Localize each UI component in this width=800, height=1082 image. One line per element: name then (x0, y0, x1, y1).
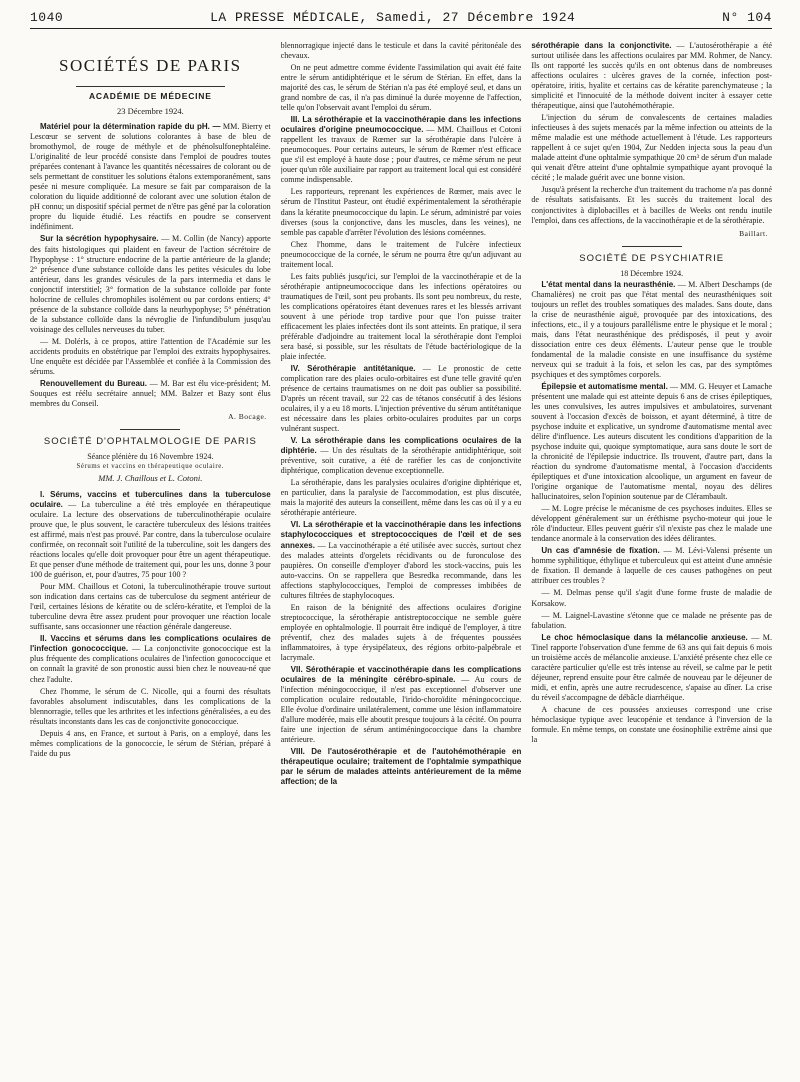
paragraph-lead: Renouvellement du Bureau. (40, 378, 148, 388)
paragraph-lead: VIII. De l'autosérothérapie et de l'autohémothérapie en thérapeutique oculaire; traitement de l'ophtalmie sympathique par le sérum de malades atteints antérieurement de la même affection; de la (280, 747, 522, 787)
paragraph-lead: IV. Sérothérapie antitétanique. (290, 363, 416, 373)
society-heading: SOCIÉTÉ D'OPHTALMOLOGIE DE PARIS (43, 436, 257, 448)
paragraph: blennorragique injecté dans le testicule et dans la cavité péritonéale des chevaux. (280, 41, 522, 61)
academy-heading: ACADÉMIE DE MÉDECINE (88, 91, 212, 102)
paragraph-text: — M. Albert Deschamps (de Chamalières) ne croit pas que l'état mental des neurasthéniques soit toujours un reflet des troubles somatiques des malades. Sans doute, dans la crise de neurasthénie aiguë, provoquée par des intoxications, des infections, etc., il y a toujours parallélisme entre le physique et le moral ; mais, dans l'état neurasthénique des prédisposés, il peut y avoir dissociation entre ces deux éléments. L'auteur pense que le trouble fondamental de la maladie consiste en une insuffisance du système nerveux qui se traduit à la fois, et selon les cas, par des symptômes psychiques et des symptômes corporels. (531, 279, 773, 379)
society-heading: SOCIÉTÉ DE PSYCHIATRIE (579, 252, 725, 264)
society-date: Séance plénière du 16 Novembre 1924. (87, 452, 214, 462)
paragraph-lead: III. La sérothérapie et la vaccinothérapie dans les infections oculaires d'origine pneumococcique. (280, 115, 522, 135)
paragraph (30, 490, 271, 580)
paragraph-lead: I. Sérums, vaccins et tuberculines dans la tuberculose oculaire. (30, 489, 271, 509)
divider (76, 86, 225, 87)
paragraph (531, 41, 772, 111)
page-number: 1040 (30, 10, 64, 25)
paragraph: — M. Delmas pense qu'il s'agit d'une forme fruste de maladie de Korsakow. (531, 588, 773, 608)
paragraph: — M. Logre précise le mécanisme de ces psychoses induites. Elles se développent généralement sur un éréthisme psycho-moteur qui joue le rôle d'inducteur. Elles peuvent guérir s'il n'existe pas chez le malade une tendance anormale à la conservation des idées délirantes. (531, 504, 773, 544)
society-date: 18 Décembre 1924. (620, 268, 684, 278)
paragraph-text: — La conjonctivite gonococcique est la plus fréquente des complications oculaires de l'infection gonococcique et on connaît la gravité de son pronostic aussi bien chez le nouveau-né que chez l'adulte. (30, 644, 271, 684)
paragraph-lead: VI. La sérothérapie et la vaccinothérapie dans les infections staphylococciques et streptococciques de l'œil et de ses annexes. (280, 520, 522, 550)
paragraph-lead: VII. Sérothérapie et vaccinothérapie dans les complications oculaires de la méningite cérébro-spinale. (280, 664, 522, 684)
section-title: SOCIÉTÉS DE PARIS (59, 56, 242, 75)
paragraph-lead: V. La sérothérapie dans les complications oculaires de la diphtérie. (280, 436, 522, 456)
paragraph (30, 634, 271, 684)
paragraph-lead: Un cas d'amnésie de fixation. (541, 546, 660, 556)
paragraph (531, 280, 772, 380)
columns (30, 41, 772, 1082)
paragraph-text: — M. Bar est élu vice-président; M. Souques est réélu secrétaire annuel; MM. Balzer et Bazy sont élus membres du Conseil. (30, 378, 271, 408)
journal-title: LA PRESSE MÉDICALE, Samedi, 27 Décembre 1924 (210, 10, 576, 25)
column-1 (30, 41, 271, 1082)
paragraph (30, 234, 271, 334)
paragraph-lead: sérothérapie dans la conjonctivite. (531, 41, 672, 50)
paragraph-text: — MM. Chaillous et Cotoni rappellent les travaux de Rœmer sur la sérothérapie dans l'ulcère à pneumocoques. Pour certains auteurs, le sérum de Rœmer n'est efficace que s'il est employé à haute dose ; pour d'autres, ce même sérum ne peut jouer qu'un rôle auxiliaire par rapport au traitement local qui est considéré comme indispensable. (280, 125, 522, 185)
paragraph: En raison de la bénignité des affections oculaires d'origine streptococcique, la sérothérapie antistreptococcique ne semble guère employée en ophtalmologie. Il pourrait être indiqué de l'employer, à titre préventif, chez des malades sujets à de fréquentes poussées inflammatoires, à type érysipélateux, des régions orbito-palpébrale et lacrymale. (280, 602, 522, 662)
session-topic: Sérums et vaccins en thérapeutique oculaire. (76, 462, 225, 470)
paragraph: La sérothérapie, dans les paralysies oculaires d'origine diphtérique et, en particulier, dans la paralysie de l'accommodation, est plus discutée, mais la majorité des auteurs la conseillent, même dans les cas où il y a eu sérothérapie antérieure. (280, 478, 522, 518)
paragraph-lead: Matériel pour la détermination rapide du pH. — (40, 122, 221, 132)
divider (622, 246, 682, 247)
paragraph: Les faits publiés jusqu'ici, sur l'emploi de la vaccinothérapie et de la sérothérapie antipneumococcique dans les infections opératoires ou traumatiques de l'œil, sont peu probants. Ils sont peu nombreux, du reste, les complications opératoires étant devenues rares et les blessés arrivant souvent à une période trop tardive pour que l'on puisse traiter efficacement les plaies infectées dont ils sont atteints. En pratique, il sera préférable d'adjoindre au traitement local la sérothérapie dont l'emploi sera basé, si possible, sur les résultats de l'étude bactériologique de la plaie infectée. (280, 271, 522, 361)
paragraph-text: — L'autosérothérapie a été surtout utilisée dans les affections oculaires par MM. Rohmer, de Nancy. Ils ont rapporté les succès qu'ils en ont obtenus dans de nombreuses affections oculaires : ulcères graves de la cornée, infection post-opératoire, iritis, hyalite et certains cas de kératite parenchymateuse ; la simplicité et l'innocuité de la méthode doivent inciter à essayer cette thérapeutique, ainsi que l'autohémothérapie. (531, 41, 773, 111)
paragraph (531, 546, 772, 586)
paragraph-text: — M. Tinel rapporte l'observation d'une femme de 63 ans qui fait depuis 6 mois un troisième accès de mélancolie anxieuse. L'anxiété présente chez elle ce caractère particulier qu'elle est très intense au réveil, se calme par le petit déjeuner, reprend ensuite pour être calmée de nouveau par le déjeuner de midi, et enfin, après une autre recrudescence, s'apaise au dîner. La crise du réveil s'accompagne de débâcle diarrhéique. (531, 632, 773, 702)
paragraph-text: — Au cours de l'infection méningococcique, il n'est pas exceptionnel d'observer une complication oculaire redoutable, l'irido-choroïdite méningococcique. Elle évolue d'ordinaire unilatéralement, comme une lésion inflammatoire d'allure modérée, mais elle aboutit presque toujours à la cécité. On pourra faire une injection de sérum antiméningococcique dans la chambre antérieure. (280, 674, 522, 745)
academy-date: 23 Décembre 1924. (116, 105, 184, 116)
paragraph-lead: Épilepsie et automatisme mental. (541, 381, 668, 391)
running-header (30, 10, 772, 29)
paragraph-lead: II. Vaccins et sérums dans les complications oculaires de l'infection gonococcique. (30, 634, 271, 654)
paragraph-text: — MM. G. Heuyer et Lamache présentent une malade qui est atteinte depuis 6 ans de crises épileptiques, les unes convulsives, les autres impulsives et ambulatoires, survenant souvent à l'occasion d'excès de boisson, et ayant déterminé, à titre de psychose induite et explicative, un syndrome d'automatisme mental avec délire d'influence. Les auteurs discutent les conditions d'apparition de la psychose induite qui, quoique symptomatique, aura sans doute le sort de la chronicité de l'épilepsie inductrice. Ils trouvent, d'autre part, dans la réaction du syndrome d'automatisme mental, à l'occasion d'accidents épileptiques et d'une intoxication alcoolique, un argument en faveur de l'origine organique de l'automatisme mental, noyau des délires hallucinatoires, selon l'opinion soutenue par de Clérambault. (531, 381, 773, 502)
paragraph: Depuis 4 ans, en France, et surtout à Paris, on a employé, dans les mêmes complications de la gonococcie, le sérum de Stérian, préparé à l'aide du pus (30, 728, 271, 758)
paragraph: Chez l'homme, le sérum de C. Nicolle, qui a fourni des résultats favorables absolument indiscutables, dans les complications de la blennorragie, telles que les arthrites et les infections généralisées, a eu des résultats inconstants dans les cas de conjonctivite gonococcique. (30, 686, 271, 726)
paragraph: L'injection du sérum de convalescents de certaines maladies infectieuses à des sujets menacés par la même infection ou atteints de la même maladie est une méthode actuellement à l'étude. Les rapporteurs rappellent à ce sujet qu'en 1904, Zur Nedden injecta sous la peau d'un malade atteint d'une ophtalmie sympathique 20 cm³ de sérum d'un malade qui venait d'être atteint d'une ophtalmie sympathique ayant provoqué la cécité ; le malade guérit avec une bonne vision. (531, 113, 773, 183)
paragraph (281, 747, 522, 787)
signature: Baillart. (739, 228, 769, 238)
paragraph: Les rapporteurs, reprenant les expériences de Rœmer, mais avec le sérum de l'Institut Pasteur, ont étudié expérimentalement la sérothérapie dans la kératite pneumococcique du lapin. Le sérum, administré par voies diverses (sous la conjonctive, dans les muscles, dans les veines), ne semble pas capable d'arrêter l'évolution des lésions cornéennes. (280, 187, 522, 237)
paragraph-text: — Un des résultats de la sérothérapie antidiphtérique, soit préventive, soit curative, a été de raréfier les cas de conjonctivite diphtérique, complication devenue exceptionnelle. (280, 446, 522, 476)
divider (120, 429, 180, 430)
paragraph-text: — M. Lévi-Valensi présente un homme syphilitique, éthylique et tuberculeux qui est atteint d'une amnésie de fixation. Il demande à laquelle de ces causes pathogènes on peut attribuer ces troubles ? (531, 546, 773, 586)
paragraph (30, 379, 271, 409)
paragraph (281, 436, 522, 476)
paragraph-lead: Sur la sécrétion hypophysaire. (40, 234, 159, 244)
paragraph-text: — La tuberculine a été très employée en thérapeutique oculaire. La lecture des observations de tuberculinothérapie oculaire prouve que, le plus souvent, le caractère tuberculeux des lésions traitées est affirmé, mais n'est pas prouvé. Par contre, dans la tuberculose oculaire confirmée, on reconnaît soit l'utilité de la tuberculine, soit les dangers des réactions locales qu'elle doit provoquer pour être un agent thérapeutique. Et que penser d'une méthode de traitement qui, pour les uns, donne 3 pour 100 de guérison, et, pour d'autres, 75 pour 100 ? (30, 499, 271, 580)
signature: A. Bocage. (228, 412, 267, 422)
paragraph: — M. Laignel-Lavastine s'étonne que ce malade ne présente pas de fabulation. (531, 610, 773, 630)
paragraph-text: — M. Collin (de Nancy) apporte des faits histologiques qui plaident en faveur de l'action sécrétoire de l'hypophyse : 1° structure endocrine de la partie antérieure de la glande; 2° présence d'une substance colloïde dans les petites vésicules du lobe antérieur, dans les grandes vésicules de la pars intermedia et dans le conjonctif interstitiel; 3° formation de la substance colloïde par fonte holocrine de cellules chromophiles isolément ou par cordons entiers; 4° présence de la substance colloïde dans la neurhypophyse; 5° pénétration de la substance colloïde dans la névroglie de l'infundibulum jusqu'au voisinage des cellules nerveuses du tuber. (30, 234, 271, 334)
issue-number: N° 104 (722, 10, 772, 25)
paragraph (281, 364, 522, 434)
paragraph-lead: L'état mental dans la neurasthénie. (541, 279, 676, 289)
paragraph (281, 520, 522, 600)
paragraph-text: — Le pronostic de cette complication rare des plaies oculo-orbitaires est d'une telle gravité qu'en présence de certains traumatismes on ne doit pas oublier sa possibilité. D'après un récent travail, sur 22 cas de tétanos consécutif à des lésions oculaires, il y a eu 18 morts. L'injection préventive du sérum antitétanique est nécessaire dans les plaies orbito-oculaires produites par un corps vulnérant suspect. (280, 363, 522, 434)
paragraph-text: — La vaccinothérapie a été utilisée avec succès, surtout chez des malades atteints d'orgelets récidivants ou de furonculose des paupières. On conseille d'employer d'abord les stock-vaccins, puis les auto-vaccins. On se rappellera que Besredka recommande, dans les affections staphylococciques, l'emploi de compresses imbibées de cultures filtrées de staphylocoques. (280, 540, 522, 600)
paragraph: — M. Dolérls, à ce propos, attire l'attention de l'Académie sur les accidents produits en obstétrique par l'emploi des extraits hypophysaires. Une enquête est décidée par l'Assemblée et confiée à la Commission des sérums. (30, 336, 271, 376)
paragraph-lead: Le choc hémoclasique dans la mélancolie anxieuse. (541, 632, 748, 642)
paragraph: On ne peut admettre comme évidente l'assimilation qui avait été faite entre le sérum antidiphtérique et le sérum de Stérian. En effet, dans la majorité des cas, le sérum de Stérian n'a pas été employé seul, et dans un grand nombre de cas, il n'a pas diminué la durée moyenne de l'affection, telle qu'on l'observait avant l'emploi du sérum. (280, 63, 522, 113)
paragraph (531, 633, 772, 703)
paragraph (30, 122, 271, 232)
column-2 (281, 41, 522, 1082)
paragraph: Chez l'homme, dans le traitement de l'ulcère infectieux pneumococcique de la cornée, le sérum ne pourra être qu'un adjuvant au traitement local. (280, 239, 522, 269)
paragraph (281, 665, 522, 745)
paragraph (281, 115, 522, 185)
paragraph: Pour MM. Chaillous et Cotoni, la tuberculinothérapie trouve surtout son indication dans certains cas de tuberculose du segment antérieur de l'œil, certaines lésions de kératite ou de scléro-kératite, et l'emploi de la tuberculine devra être assez prudent pour provoquer une réaction locale suffisante, sans occasionner une réaction générale dangereuse. (30, 582, 271, 632)
paragraph: A chacune de ces poussées anxieuses correspond une crise hémoclasique typique avec leucopénie et tendance à l'inversion de la formule. En même temps, on constate une éosinophilie extrême ainsi que la (531, 704, 773, 744)
paragraph-text: MM. Bierry et Lescœur se servent de solutions colorantes à base de bleu de bromothymol, de rouge de méthyle et de phénolsulfonephtaléine. L'originalité de leur procédé consiste dans l'emploi de poudres toutes préparées contenant à l'avance les quantités nécessaires de colorant ou de sels permettant de constituer les solutions étalons extemporanément, sans pesée ni mesure compliquée. La mesure se fait par comparaison de la coloration du liquide additionné de colorant avec une solution étalon de pH connu; un dispositif spécial permet de n'être pas gêné par la coloration propre du liquide étudié. Les réactifs en poudre se conservent indéfiniment. (30, 122, 271, 232)
paragraph: Jusqu'à présent la recherche d'un traitement du trachome n'a pas donné de résultats satisfaisants. Et les succès du traitement local des conjonctivites à diplobacilles et à bacilles de Weeks ont rendu inutile l'emploi, dans ces affections, de la vaccinothérapie et de la sérothérapie. (531, 185, 773, 225)
authors: MM. J. Chaillous et L. Cotoni. (98, 473, 203, 484)
column-3 (531, 41, 772, 1082)
paragraph (531, 382, 772, 502)
